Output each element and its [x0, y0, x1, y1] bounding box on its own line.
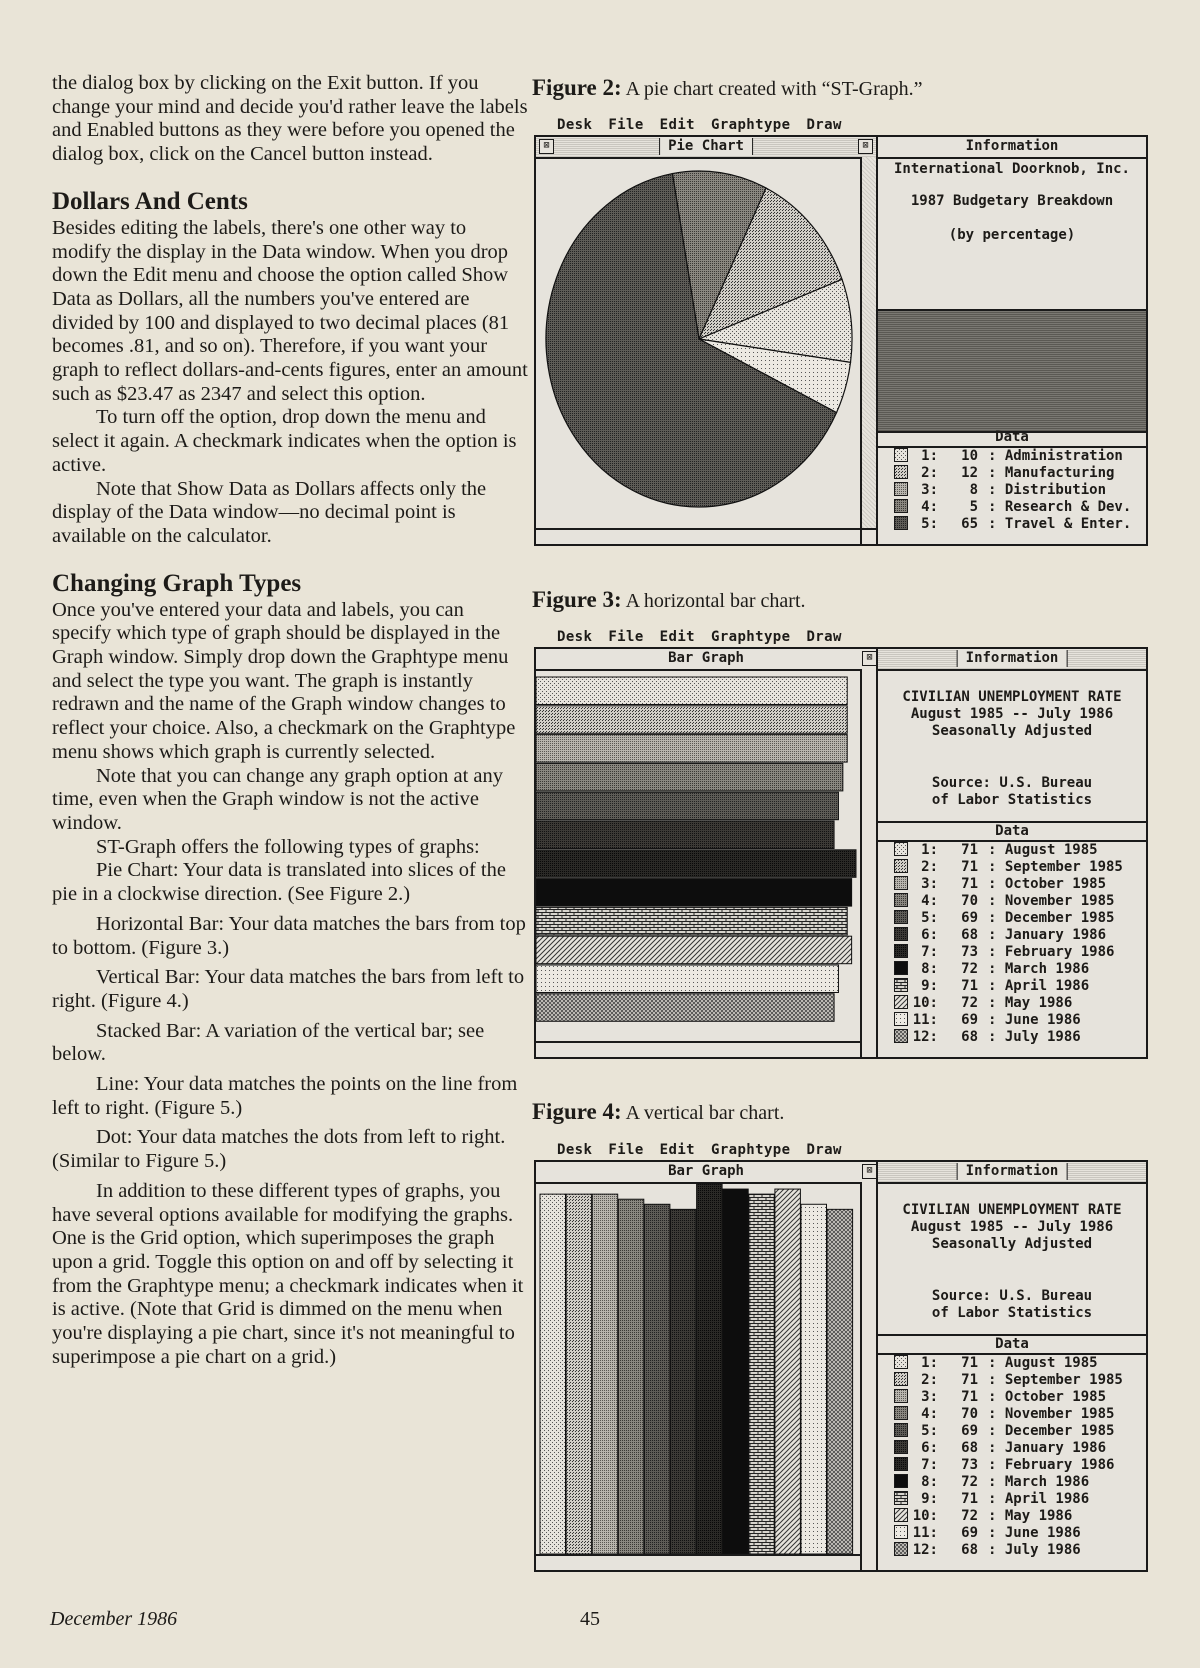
data-row: [894, 499, 1131, 516]
bar: [536, 994, 834, 1022]
issue-date: December 1986: [50, 1608, 178, 1630]
row-label: : April 1986: [988, 1491, 1090, 1507]
bar: [536, 850, 856, 878]
information-window[interactable]: [876, 135, 1148, 546]
swatch-icon: [894, 465, 908, 479]
bar: [697, 1184, 723, 1554]
row-index: 9:: [921, 1491, 938, 1507]
data-row: [894, 1457, 1114, 1474]
row-index: 3:: [921, 876, 938, 892]
data-row: [894, 876, 1106, 893]
close-icon[interactable]: ⊠: [862, 651, 877, 666]
data-row: [894, 842, 1098, 859]
row-value: 72: [961, 1474, 978, 1490]
row-value: 71: [961, 859, 978, 875]
row-label: : June 1986: [988, 1525, 1081, 1541]
window-title: Information: [957, 650, 1068, 667]
info-line: Source: U.S. Bureau: [931, 775, 1093, 791]
window-title: Information: [957, 1163, 1068, 1180]
row-value: 5: [969, 499, 978, 515]
pie-chart-window[interactable]: [534, 135, 878, 546]
row-index: 6:: [921, 1440, 938, 1456]
row-label: : June 1986: [988, 1012, 1081, 1028]
row-label: : Travel & Enter.: [988, 516, 1132, 532]
row-value: 68: [961, 1440, 978, 1456]
bar: [536, 706, 847, 734]
row-value: 71: [961, 842, 978, 858]
row-label: : August 1985: [988, 842, 1098, 858]
data-row: [894, 995, 1072, 1012]
bar: [566, 1194, 592, 1554]
swatch-icon: [894, 1389, 908, 1403]
row-index: 7:: [921, 1457, 938, 1473]
data-row: [894, 1440, 1106, 1457]
data-header: Data: [878, 1336, 1146, 1355]
data-row: [894, 1423, 1114, 1440]
bar: [827, 1209, 853, 1554]
window-titlebar[interactable]: [866, 649, 1146, 671]
row-index: 4:: [921, 1406, 938, 1422]
swatch-icon: [894, 448, 908, 462]
paragraph: To turn off the option, drop down the menu and select it again. A checkmark indicates when the option is active.: [52, 406, 517, 476]
row-value: 71: [961, 978, 978, 994]
swatch-icon: [894, 516, 908, 530]
bar: [536, 735, 847, 763]
info-line: Seasonally Adjusted: [931, 1236, 1093, 1252]
row-index: 5:: [921, 910, 938, 926]
bar: [536, 677, 847, 705]
data-row: [894, 893, 1114, 910]
menu-edit[interactable]: Edit: [659, 117, 695, 133]
bar: [775, 1189, 801, 1554]
data-row: [894, 1012, 1081, 1029]
row-value: 69: [961, 1525, 978, 1541]
row-index: 12:: [912, 1029, 938, 1045]
row-label: : November 1985: [988, 1406, 1115, 1422]
row-label: : January 1986: [988, 1440, 1107, 1456]
swatch-icon: [894, 876, 908, 890]
row-label: : February 1986: [988, 1457, 1115, 1473]
section-heading: Dollars And Cents: [52, 187, 248, 215]
swatch-icon: [894, 927, 908, 941]
row-label: : Administration: [988, 448, 1123, 464]
vertical-scrollbar[interactable]: [860, 1182, 876, 1570]
row-value: 8: [969, 482, 978, 498]
swatch-icon: [894, 1491, 908, 1505]
vertical-scrollbar[interactable]: [860, 157, 876, 544]
data-header: Data: [878, 823, 1146, 842]
menu-file[interactable]: File: [608, 629, 644, 645]
horizontal-scrollbar[interactable]: [536, 1554, 862, 1570]
row-index: 2:: [921, 859, 938, 875]
swatch-icon: [894, 1372, 908, 1386]
data-row: [894, 978, 1089, 995]
info-line: August 1985 -- July 1986: [910, 706, 1114, 722]
row-index: 4:: [921, 893, 938, 909]
data-row: [894, 944, 1114, 961]
horizontal-bar-window[interactable]: [534, 647, 878, 1059]
window-backdrop: [878, 309, 1146, 433]
row-label: : August 1985: [988, 1355, 1098, 1371]
paragraph: ST-Graph offers the following types of graphs:: [96, 835, 480, 858]
row-index: 11:: [912, 1525, 938, 1541]
bar: [618, 1199, 644, 1554]
paragraph: Horizontal Bar: Your data matches the bars from top to bottom. (Figure 3.): [52, 912, 526, 959]
info-line: 1987 Budgetary Breakdown: [910, 193, 1114, 209]
row-index: 3:: [921, 482, 938, 498]
row-index: 2:: [921, 465, 938, 481]
paragraph: Besides editing the labels, there's one other way to modify the display in the Data window. When you drop down the Edit menu and choose the option called Show Data as Dollars, all the numbers you've entered are divided by 100 and displayed to two decimal places (81 becomes .81, and so on). Therefore, if you want your graph to reflect dollars-and-cents figures, enter an amount such as $23.47 as 2347 and select this option.: [52, 216, 528, 405]
swatch-icon: [894, 1423, 908, 1437]
row-label: : May 1986: [988, 1508, 1073, 1524]
row-value: 70: [961, 1406, 978, 1422]
bar: [540, 1194, 566, 1554]
swatch-icon: [894, 910, 908, 924]
swatch-icon: [894, 499, 908, 513]
row-index: 3:: [921, 1389, 938, 1405]
data-header: Data: [878, 429, 1146, 448]
bar: [723, 1189, 749, 1554]
menu-desk[interactable]: Desk: [557, 117, 593, 133]
menu-draw[interactable]: Draw: [806, 629, 842, 645]
row-value: 71: [961, 1355, 978, 1371]
swatch-icon: [894, 1029, 908, 1043]
row-index: 4:: [921, 499, 938, 515]
row-index: 1:: [921, 842, 938, 858]
row-label: : Research & Dev.: [988, 499, 1132, 515]
row-value: 68: [961, 1029, 978, 1045]
swatch-icon: [894, 482, 908, 496]
menu-file[interactable]: File: [608, 117, 644, 133]
menu-edit[interactable]: Edit: [659, 629, 695, 645]
fuller-icon[interactable]: ⊠: [858, 139, 873, 154]
close-icon[interactable]: ⊠: [862, 1164, 877, 1179]
swatch-icon: [894, 842, 908, 856]
data-row: [894, 516, 1131, 533]
swatch-icon: [894, 1406, 908, 1420]
paragraph: Note that Show Data as Dollars affects only the display of the Data window—no decimal point is available on the calculator.: [52, 477, 487, 547]
info-line: CIVILIAN UNEMPLOYMENT RATE: [902, 1202, 1122, 1218]
row-value: 69: [961, 910, 978, 926]
figure-4-caption: [532, 1100, 784, 1125]
section-heading: Changing Graph Types: [52, 569, 302, 597]
bar: [536, 936, 852, 964]
row-label: : July 1986: [988, 1542, 1081, 1558]
window-title: Bar Graph: [668, 1163, 744, 1179]
caption-text: A horizontal bar chart.: [625, 590, 806, 612]
row-value: 71: [961, 1389, 978, 1405]
row-value: 65: [961, 516, 978, 532]
bar: [536, 907, 847, 935]
row-label: : October 1985: [988, 876, 1107, 892]
paragraph: Dot: Your data matches the dots from left to right. (Similar to Figure 5.): [52, 1126, 506, 1173]
swatch-icon: [894, 893, 908, 907]
row-label: : October 1985: [988, 1389, 1107, 1405]
row-index: 10:: [912, 1508, 938, 1524]
row-value: 10: [961, 448, 978, 464]
menu-graphtype[interactable]: Graphtype: [710, 1142, 791, 1158]
bar: [644, 1204, 670, 1554]
data-row: [894, 1491, 1089, 1508]
row-value: 72: [961, 995, 978, 1011]
data-row: [894, 859, 1123, 876]
info-line: (by percentage): [948, 227, 1076, 243]
info-line: Source: U.S. Bureau: [931, 1288, 1093, 1304]
paragraph: Line: Your data matches the points on the line from left to right. (Figure 5.): [52, 1073, 518, 1119]
row-value: 73: [961, 1457, 978, 1473]
row-value: 68: [961, 1542, 978, 1558]
info-line: International Doorknob, Inc.: [893, 161, 1130, 177]
bar: [801, 1204, 827, 1554]
data-row: [894, 1372, 1123, 1389]
row-label: : April 1986: [988, 978, 1090, 994]
menu-bar: [557, 117, 858, 133]
bar: [536, 965, 838, 993]
row-value: 73: [961, 944, 978, 960]
row-value: 71: [961, 1491, 978, 1507]
data-row: [894, 1389, 1106, 1406]
data-row: [894, 465, 1114, 482]
menu-bar: [557, 629, 858, 645]
menu-draw[interactable]: Draw: [806, 1142, 842, 1158]
row-value: 69: [961, 1423, 978, 1439]
vertical-scrollbar[interactable]: [860, 669, 876, 1057]
info-line: Seasonally Adjusted: [931, 723, 1093, 739]
resize-handle-icon[interactable]: [860, 528, 876, 544]
window-title: Pie Chart: [659, 138, 753, 155]
vertical-bar-chart: [536, 1182, 862, 1554]
row-label: : December 1985: [988, 1423, 1115, 1439]
row-index: 6:: [921, 927, 938, 943]
menu-desk[interactable]: Desk: [557, 629, 593, 645]
caption-text: A pie chart created with “ST-Graph.”: [625, 78, 923, 100]
row-value: 71: [961, 876, 978, 892]
row-label: : February 1986: [988, 944, 1115, 960]
information-window[interactable]: [866, 647, 1148, 1059]
horizontal-scrollbar[interactable]: [536, 528, 862, 544]
row-label: : January 1986: [988, 927, 1107, 943]
page-number: 45: [580, 1608, 600, 1630]
bar: [749, 1194, 775, 1554]
swatch-icon: [894, 1012, 908, 1026]
info-line: August 1985 -- July 1986: [910, 1219, 1114, 1235]
window-titlebar[interactable]: [536, 649, 876, 671]
window-title: Information: [965, 138, 1059, 154]
row-index: 1:: [921, 448, 938, 464]
menu-desk[interactable]: Desk: [557, 1142, 593, 1158]
data-row: [894, 1406, 1114, 1423]
swatch-icon: [894, 961, 908, 975]
close-icon[interactable]: ⊠: [539, 139, 554, 154]
data-row: [894, 1474, 1089, 1491]
bar: [536, 763, 843, 791]
data-row: [894, 1029, 1081, 1046]
swatch-icon: [894, 1508, 908, 1522]
row-label: : May 1986: [988, 995, 1073, 1011]
menu-edit[interactable]: Edit: [659, 1142, 695, 1158]
data-row: [894, 1542, 1081, 1559]
caption-text: A vertical bar chart.: [625, 1102, 785, 1124]
menu-file[interactable]: File: [608, 1142, 644, 1158]
paragraph: the dialog box by clicking on the Exit button. If you change your mind and decide you'd rather leave the labels and Enabled buttons as they were before you opened the dialog box, click on the Cancel button instead.: [52, 72, 528, 166]
pie-chart: [536, 159, 862, 514]
window-titlebar[interactable]: [536, 1162, 876, 1184]
bar: [536, 821, 834, 849]
data-row: [894, 482, 1106, 499]
swatch-icon: [894, 944, 908, 958]
row-label: : March 1986: [988, 1474, 1090, 1490]
row-label: : September 1985: [988, 1372, 1123, 1388]
swatch-icon: [894, 1457, 908, 1471]
row-index: 8:: [921, 1474, 938, 1490]
paragraph: In addition to these different types of graphs, you have several options available for modifying the graphs. One is the Grid option, which superimposes the graph upon a grid. Toggle this option on and off by selecting it from the Graphtype menu; a checkmark indicates when it is active. (Note that Grid is dimmed on the menu when you're displaying a pie chart, since it's not meaningful to superimpose a pie chart on a grid.): [52, 1179, 524, 1368]
data-row: [894, 1508, 1072, 1525]
row-index: 9:: [921, 978, 938, 994]
row-value: 72: [961, 961, 978, 977]
swatch-icon: [894, 1355, 908, 1369]
figure-number: Figure 4:: [532, 1099, 622, 1124]
data-row: [894, 448, 1123, 465]
menu-bar: [557, 1142, 858, 1158]
info-line: of Labor Statistics: [931, 792, 1093, 808]
data-row: [894, 1525, 1081, 1542]
swatch-icon: [894, 978, 908, 992]
row-index: 10:: [912, 995, 938, 1011]
paragraph: Vertical Bar: Your data matches the bars from left to right. (Figure 4.): [52, 966, 525, 1012]
row-value: 12: [961, 465, 978, 481]
swatch-icon: [894, 1542, 908, 1556]
row-label: : July 1986: [988, 1029, 1081, 1045]
bar: [536, 879, 852, 907]
row-index: 8:: [921, 961, 938, 977]
paragraph: Once you've entered your data and labels, you can specify which type of graph should be displayed in the Graph window. Simply drop down the Graphtype menu and select the type you want. The graph is instantly redrawn and the name of the Graph window changes to reflect your choice. Also, a checkmark on the Graphtype menu shows which graph is currently selected.: [52, 598, 516, 763]
info-line: CIVILIAN UNEMPLOYMENT RATE: [902, 689, 1122, 705]
swatch-icon: [894, 1525, 908, 1539]
swatch-icon: [894, 995, 908, 1009]
bar: [592, 1194, 618, 1554]
data-row: [894, 910, 1114, 927]
swatch-icon: [894, 859, 908, 873]
row-index: 11:: [912, 1012, 938, 1028]
vertical-bar-window[interactable]: [534, 1160, 878, 1572]
row-value: 72: [961, 1508, 978, 1524]
menu-graphtype[interactable]: Graphtype: [710, 629, 791, 645]
row-label: : September 1985: [988, 859, 1123, 875]
row-label: : November 1985: [988, 893, 1115, 909]
row-index: 5:: [921, 516, 938, 532]
row-index: 1:: [921, 1355, 938, 1371]
window-titlebar[interactable]: [866, 1162, 1146, 1184]
row-value: 68: [961, 927, 978, 943]
swatch-icon: [894, 1440, 908, 1454]
row-label: : Manufacturing: [988, 465, 1115, 481]
bar: [536, 792, 838, 820]
row-label: : March 1986: [988, 961, 1090, 977]
info-line: of Labor Statistics: [931, 1305, 1093, 1321]
row-label: : December 1985: [988, 910, 1115, 926]
row-index: 5:: [921, 1423, 938, 1439]
menu-graphtype[interactable]: Graphtype: [710, 117, 791, 133]
paragraph: Stacked Bar: A variation of the vertical bar; see below.: [52, 1019, 485, 1066]
horizontal-scrollbar[interactable]: [536, 1041, 862, 1057]
article-column: [52, 72, 528, 1369]
row-index: 2:: [921, 1372, 938, 1388]
row-label: : Distribution: [988, 482, 1107, 498]
row-value: 71: [961, 1372, 978, 1388]
row-index: 7:: [921, 944, 938, 960]
data-row: [894, 1355, 1098, 1372]
information-window[interactable]: [866, 1160, 1148, 1572]
data-row: [894, 961, 1089, 978]
bar: [671, 1209, 697, 1554]
window-titlebar[interactable]: [878, 137, 1146, 159]
data-row: [894, 927, 1106, 944]
row-value: 70: [961, 893, 978, 909]
window-titlebar[interactable]: [536, 137, 876, 159]
figure-2-caption: [532, 76, 923, 101]
horizontal-bar-chart: [536, 669, 862, 1041]
figure-number: Figure 2:: [532, 75, 622, 100]
figure-number: Figure 3:: [532, 587, 622, 612]
menu-draw[interactable]: Draw: [806, 117, 842, 133]
row-index: 12:: [912, 1542, 938, 1558]
figure-3-caption: [532, 588, 806, 613]
window-title: Bar Graph: [668, 650, 744, 666]
swatch-icon: [894, 1474, 908, 1488]
paragraph: Note that you can change any graph option at any time, even when the Graph window is not the active window.: [52, 764, 504, 834]
row-value: 69: [961, 1012, 978, 1028]
paragraph: Pie Chart: Your data is translated into slices of the pie in a clockwise direction. (See Figure 2.): [52, 859, 506, 906]
